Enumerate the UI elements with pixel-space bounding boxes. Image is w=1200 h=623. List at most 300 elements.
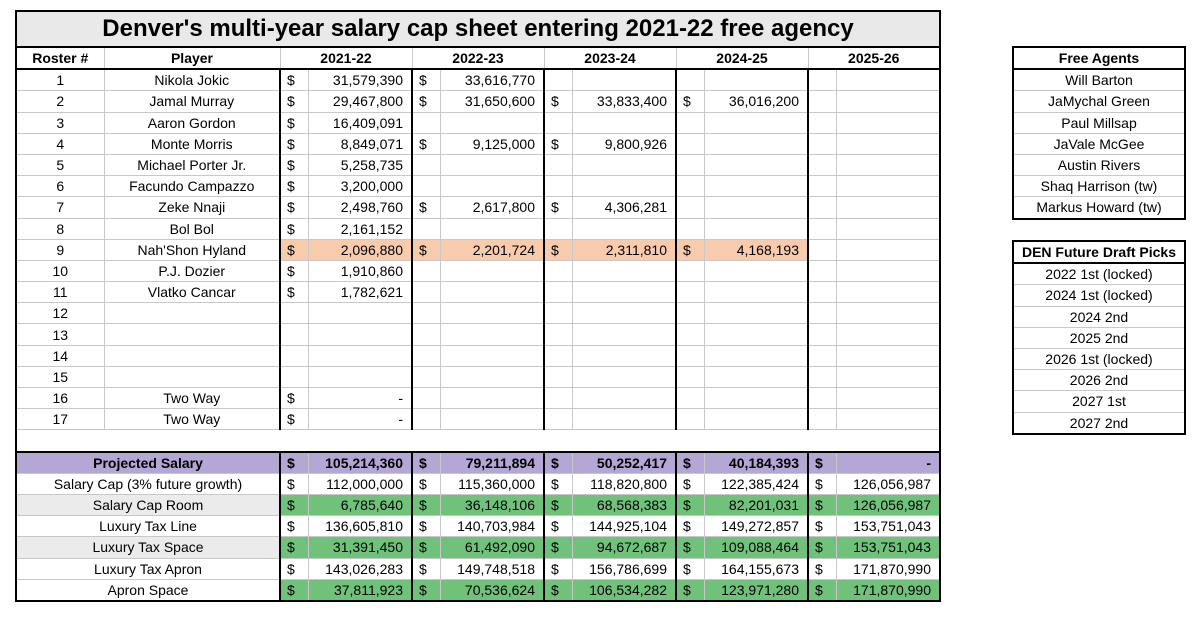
dollar-sign: $ xyxy=(808,558,836,579)
header-player: Player xyxy=(104,47,280,69)
dollar-sign: $ xyxy=(412,473,440,494)
player-name: Nikola Jokic xyxy=(104,69,280,91)
summary-value: 171,870,990 xyxy=(836,579,940,601)
dollar-sign: $ xyxy=(280,579,308,601)
dollar-sign: $ xyxy=(808,516,836,537)
roster-row xyxy=(16,324,940,345)
salary-cell: 9,125,000 xyxy=(440,133,544,154)
roster-number: 16 xyxy=(16,388,104,409)
dollar-sign xyxy=(808,239,836,260)
header-2023-24: 2023-24 xyxy=(544,47,676,69)
salary-cell: 29,467,800 xyxy=(308,91,412,112)
salary-cell: 2,096,880 xyxy=(308,239,412,260)
dollar-sign: $ xyxy=(280,516,308,537)
dollar-sign xyxy=(676,324,704,345)
dollar-sign xyxy=(544,176,572,197)
header-2022-23: 2022-23 xyxy=(412,47,544,69)
salary-cell xyxy=(836,133,940,154)
draft-pick-label: 2027 1st xyxy=(1013,391,1185,412)
summary-value: 50,252,417 xyxy=(572,452,676,474)
dollar-sign: $ xyxy=(808,494,836,515)
dollar-sign xyxy=(808,282,836,303)
roster-number: 15 xyxy=(16,366,104,387)
free-agent-row xyxy=(1013,91,1185,112)
draft-pick-row xyxy=(1013,263,1185,285)
salary-cell xyxy=(836,345,940,366)
salary-cell xyxy=(572,366,676,387)
salary-cell xyxy=(704,409,808,430)
dollar-sign xyxy=(808,133,836,154)
roster-row xyxy=(16,197,940,218)
salary-cell xyxy=(836,197,940,218)
salary-cell: 16,409,091 xyxy=(308,112,412,133)
dollar-sign xyxy=(544,409,572,430)
salary-cell xyxy=(440,388,544,409)
dollar-sign: $ xyxy=(676,537,704,558)
draft-pick-row xyxy=(1013,391,1185,412)
salary-cell xyxy=(836,176,940,197)
dollar-sign xyxy=(544,366,572,387)
dollar-sign: $ xyxy=(280,388,308,409)
dollar-sign xyxy=(676,176,704,197)
dollar-sign xyxy=(412,218,440,239)
salary-cell xyxy=(440,345,544,366)
summary-value: 123,971,280 xyxy=(704,579,808,601)
roster-number: 8 xyxy=(16,218,104,239)
roster-number: 2 xyxy=(16,91,104,112)
dollar-sign: $ xyxy=(412,579,440,601)
player-name xyxy=(104,324,280,345)
salary-cell xyxy=(704,345,808,366)
dollar-sign: $ xyxy=(544,197,572,218)
dollar-sign: $ xyxy=(544,537,572,558)
salary-cell xyxy=(572,176,676,197)
roster-row xyxy=(16,133,940,154)
cap-table xyxy=(15,10,941,602)
salary-cell xyxy=(836,91,940,112)
dollar-sign: $ xyxy=(544,452,572,474)
free-agent-name: Markus Howard (tw) xyxy=(1013,197,1185,219)
free-agent-row xyxy=(1013,154,1185,175)
summary-value: 106,534,282 xyxy=(572,579,676,601)
dollar-sign: $ xyxy=(280,154,308,175)
dollar-sign xyxy=(544,112,572,133)
summary-row xyxy=(16,516,940,537)
dollar-sign xyxy=(808,176,836,197)
salary-cell xyxy=(704,260,808,281)
free-agent-row xyxy=(1013,69,1185,91)
summary-label: Salary Cap (3% future growth) xyxy=(16,473,280,494)
spacer-cell xyxy=(16,430,940,452)
player-name: Facundo Campazzo xyxy=(104,176,280,197)
dollar-sign: $ xyxy=(808,473,836,494)
roster-number: 17 xyxy=(16,409,104,430)
dollar-sign xyxy=(544,260,572,281)
draft-pick-row xyxy=(1013,285,1185,306)
draft-pick-row xyxy=(1013,348,1185,369)
summary-value: 144,925,104 xyxy=(572,516,676,537)
salary-cell xyxy=(572,260,676,281)
dollar-sign xyxy=(676,112,704,133)
dollar-sign xyxy=(808,218,836,239)
summary-row xyxy=(16,494,940,515)
header-2024-25: 2024-25 xyxy=(676,47,808,69)
salary-cell: 2,311,810 xyxy=(572,239,676,260)
roster-number: 1 xyxy=(16,69,104,91)
summary-value: 61,492,090 xyxy=(440,537,544,558)
dollar-sign: $ xyxy=(412,239,440,260)
draft-picks-title: DEN Future Draft Picks xyxy=(1013,241,1185,263)
roster-number: 3 xyxy=(16,112,104,133)
player-name: Michael Porter Jr. xyxy=(104,154,280,175)
dollar-sign xyxy=(808,366,836,387)
summary-value: 115,360,000 xyxy=(440,473,544,494)
dollar-sign: $ xyxy=(280,239,308,260)
salary-cell xyxy=(572,324,676,345)
salary-cell xyxy=(704,324,808,345)
draft-pick-label: 2027 2nd xyxy=(1013,412,1185,434)
dollar-sign xyxy=(808,388,836,409)
dollar-sign: $ xyxy=(280,218,308,239)
salary-cell xyxy=(572,218,676,239)
dollar-sign xyxy=(412,345,440,366)
dollar-sign: $ xyxy=(544,239,572,260)
salary-cell xyxy=(704,69,808,91)
free-agents-panel xyxy=(1012,46,1186,220)
salary-cell xyxy=(308,324,412,345)
salary-cell: 4,306,281 xyxy=(572,197,676,218)
player-name xyxy=(104,303,280,324)
summary-value: 126,056,987 xyxy=(836,494,940,515)
draft-pick-label: 2026 2nd xyxy=(1013,370,1185,391)
summary-value: 68,568,383 xyxy=(572,494,676,515)
roster-row xyxy=(16,388,940,409)
roster-row xyxy=(16,91,940,112)
salary-cell xyxy=(308,303,412,324)
header-roster: Roster # xyxy=(16,47,104,69)
dollar-sign xyxy=(544,218,572,239)
salary-cell xyxy=(440,260,544,281)
summary-row xyxy=(16,473,940,494)
dollar-sign xyxy=(544,69,572,91)
dollar-sign: $ xyxy=(808,579,836,601)
summary-label: Luxury Tax Line xyxy=(16,516,280,537)
dollar-sign: $ xyxy=(544,133,572,154)
player-name: Aaron Gordon xyxy=(104,112,280,133)
dollar-sign: $ xyxy=(676,494,704,515)
dollar-sign: $ xyxy=(808,452,836,474)
summary-value: 36,148,106 xyxy=(440,494,544,515)
draft-pick-row xyxy=(1013,306,1185,327)
salary-cell xyxy=(836,366,940,387)
salary-cell xyxy=(440,303,544,324)
salary-cell xyxy=(836,239,940,260)
player-name: Vlatko Cancar xyxy=(104,282,280,303)
salary-cell xyxy=(572,409,676,430)
summary-value: 37,811,923 xyxy=(308,579,412,601)
free-agents-title: Free Agents xyxy=(1013,47,1185,69)
salary-cell xyxy=(440,176,544,197)
free-agent-name: JaMychal Green xyxy=(1013,91,1185,112)
dollar-sign: $ xyxy=(280,91,308,112)
free-agent-row xyxy=(1013,176,1185,197)
roster-row xyxy=(16,218,940,239)
draft-pick-label: 2026 1st (locked) xyxy=(1013,348,1185,369)
salary-cell xyxy=(704,197,808,218)
dollar-sign xyxy=(808,324,836,345)
salary-cell xyxy=(704,112,808,133)
salary-cell: 8,849,071 xyxy=(308,133,412,154)
salary-cell: 2,617,800 xyxy=(440,197,544,218)
draft-picks-panel xyxy=(1012,240,1186,435)
dollar-sign: $ xyxy=(412,197,440,218)
dollar-sign: $ xyxy=(280,494,308,515)
dollar-sign xyxy=(412,303,440,324)
dollar-sign: $ xyxy=(280,176,308,197)
salary-cell xyxy=(704,282,808,303)
salary-cell xyxy=(836,388,940,409)
dollar-sign xyxy=(808,345,836,366)
roster-number: 5 xyxy=(16,154,104,175)
dollar-sign xyxy=(808,91,836,112)
salary-cell xyxy=(440,218,544,239)
salary-cell: 2,161,152 xyxy=(308,218,412,239)
salary-cell xyxy=(836,69,940,91)
summary-value: 149,272,857 xyxy=(704,516,808,537)
dollar-sign: $ xyxy=(280,260,308,281)
player-name: Two Way xyxy=(104,388,280,409)
dollar-sign: $ xyxy=(544,558,572,579)
player-name: P.J. Dozier xyxy=(104,260,280,281)
salary-cell: 2,498,760 xyxy=(308,197,412,218)
summary-value: 94,672,687 xyxy=(572,537,676,558)
dollar-sign: $ xyxy=(676,516,704,537)
dollar-sign xyxy=(676,218,704,239)
dollar-sign: $ xyxy=(676,452,704,474)
roster-row xyxy=(16,176,940,197)
salary-cap-sheet xyxy=(15,10,941,602)
roster-row xyxy=(16,366,940,387)
dollar-sign xyxy=(676,409,704,430)
dollar-sign: $ xyxy=(412,494,440,515)
dollar-sign xyxy=(676,282,704,303)
dollar-sign: $ xyxy=(412,558,440,579)
dollar-sign: $ xyxy=(676,239,704,260)
dollar-sign: $ xyxy=(280,112,308,133)
summary-value: - xyxy=(836,452,940,474)
salary-cell: 4,168,193 xyxy=(704,239,808,260)
salary-cell xyxy=(704,133,808,154)
salary-cell xyxy=(836,303,940,324)
salary-cell xyxy=(440,366,544,387)
salary-cell: 36,016,200 xyxy=(704,91,808,112)
summary-value: 105,214,360 xyxy=(308,452,412,474)
dollar-sign xyxy=(808,303,836,324)
summary-value: 153,751,043 xyxy=(836,516,940,537)
roster-number: 9 xyxy=(16,239,104,260)
dollar-sign xyxy=(412,409,440,430)
salary-cell xyxy=(572,282,676,303)
dollar-sign xyxy=(676,260,704,281)
salary-cell: 31,579,390 xyxy=(308,69,412,91)
player-name xyxy=(104,345,280,366)
dollar-sign: $ xyxy=(280,409,308,430)
dollar-sign xyxy=(808,112,836,133)
player-name: Jamal Murray xyxy=(104,91,280,112)
summary-value: 143,026,283 xyxy=(308,558,412,579)
dollar-sign: $ xyxy=(280,473,308,494)
salary-cell xyxy=(836,260,940,281)
free-agent-row xyxy=(1013,133,1185,154)
dollar-sign: $ xyxy=(676,473,704,494)
dollar-sign: $ xyxy=(676,579,704,601)
salary-cell xyxy=(572,112,676,133)
dollar-sign xyxy=(412,154,440,175)
dollar-sign xyxy=(544,388,572,409)
salary-cell xyxy=(836,154,940,175)
dollar-sign xyxy=(280,324,308,345)
dollar-sign xyxy=(676,303,704,324)
salary-cell xyxy=(704,154,808,175)
sheet-title: Denver's multi-year salary cap sheet entering 2021-22 free agency xyxy=(16,11,940,47)
dollar-sign: $ xyxy=(280,558,308,579)
free-agent-name: Paul Millsap xyxy=(1013,112,1185,133)
salary-cell xyxy=(440,409,544,430)
roster-row xyxy=(16,409,940,430)
salary-cell: 5,258,735 xyxy=(308,154,412,175)
free-agent-name: JaVale McGee xyxy=(1013,133,1185,154)
salary-cell: 2,201,724 xyxy=(440,239,544,260)
salary-cell xyxy=(572,345,676,366)
salary-cell: 33,833,400 xyxy=(572,91,676,112)
player-name: Monte Morris xyxy=(104,133,280,154)
dollar-sign: $ xyxy=(412,516,440,537)
roster-row xyxy=(16,239,940,260)
dollar-sign xyxy=(412,388,440,409)
summary-value: 149,748,518 xyxy=(440,558,544,579)
summary-value: 126,056,987 xyxy=(836,473,940,494)
summary-value: 136,605,810 xyxy=(308,516,412,537)
dollar-sign: $ xyxy=(544,579,572,601)
salary-cell xyxy=(704,303,808,324)
dollar-sign xyxy=(412,176,440,197)
draft-pick-label: 2024 1st (locked) xyxy=(1013,285,1185,306)
salary-cell xyxy=(440,154,544,175)
dollar-sign: $ xyxy=(280,282,308,303)
free-agent-row xyxy=(1013,197,1185,219)
summary-value: 31,391,450 xyxy=(308,537,412,558)
salary-cell: 9,800,926 xyxy=(572,133,676,154)
summary-value: 140,703,984 xyxy=(440,516,544,537)
roster-number: 14 xyxy=(16,345,104,366)
spacer-row xyxy=(16,430,940,452)
draft-pick-label: 2025 2nd xyxy=(1013,327,1185,348)
free-agent-name: Shaq Harrison (tw) xyxy=(1013,176,1185,197)
draft-pick-row xyxy=(1013,412,1185,434)
roster-number: 11 xyxy=(16,282,104,303)
salary-cell xyxy=(440,324,544,345)
dollar-sign xyxy=(544,345,572,366)
dollar-sign xyxy=(808,197,836,218)
dollar-sign: $ xyxy=(544,516,572,537)
summary-value: 70,536,624 xyxy=(440,579,544,601)
dollar-sign: $ xyxy=(280,133,308,154)
roster-number: 4 xyxy=(16,133,104,154)
summary-value: 6,785,640 xyxy=(308,494,412,515)
salary-cell xyxy=(704,176,808,197)
salary-cell xyxy=(308,366,412,387)
summary-value: 109,088,464 xyxy=(704,537,808,558)
dollar-sign xyxy=(280,366,308,387)
dollar-sign: $ xyxy=(676,558,704,579)
dollar-sign: $ xyxy=(544,91,572,112)
salary-cell: 3,200,000 xyxy=(308,176,412,197)
dollar-sign xyxy=(676,154,704,175)
summary-value: 40,184,393 xyxy=(704,452,808,474)
player-name: Bol Bol xyxy=(104,218,280,239)
dollar-sign: $ xyxy=(280,452,308,474)
dollar-sign xyxy=(280,303,308,324)
salary-cell xyxy=(308,345,412,366)
roster-row xyxy=(16,154,940,175)
player-name: Nah'Shon Hyland xyxy=(104,239,280,260)
free-agent-name: Will Barton xyxy=(1013,69,1185,91)
roster-row xyxy=(16,260,940,281)
header-row xyxy=(16,47,940,69)
salary-cell xyxy=(836,112,940,133)
salary-cell xyxy=(704,366,808,387)
summary-value: 153,751,043 xyxy=(836,537,940,558)
dollar-sign xyxy=(544,154,572,175)
roster-row xyxy=(16,282,940,303)
salary-cell xyxy=(572,154,676,175)
dollar-sign: $ xyxy=(412,452,440,474)
salary-cell: 1,782,621 xyxy=(308,282,412,303)
dollar-sign xyxy=(808,409,836,430)
header-2025-26: 2025-26 xyxy=(808,47,940,69)
salary-cell xyxy=(836,324,940,345)
summary-label: Luxury Tax Space xyxy=(16,537,280,558)
summary-label: Apron Space xyxy=(16,579,280,601)
salary-cell xyxy=(440,282,544,303)
dollar-sign xyxy=(412,282,440,303)
summary-value: 82,201,031 xyxy=(704,494,808,515)
dollar-sign xyxy=(412,366,440,387)
dollar-sign: $ xyxy=(412,91,440,112)
dollar-sign: $ xyxy=(676,91,704,112)
summary-value: 118,820,800 xyxy=(572,473,676,494)
draft-pick-row xyxy=(1013,327,1185,348)
dollar-sign xyxy=(544,303,572,324)
summary-label: Salary Cap Room xyxy=(16,494,280,515)
roster-number: 7 xyxy=(16,197,104,218)
salary-cell: 1,910,860 xyxy=(308,260,412,281)
dollar-sign xyxy=(676,133,704,154)
dollar-sign: $ xyxy=(412,537,440,558)
salary-cell xyxy=(836,282,940,303)
dollar-sign xyxy=(412,260,440,281)
dollar-sign xyxy=(676,197,704,218)
dollar-sign: $ xyxy=(412,133,440,154)
dollar-sign xyxy=(676,69,704,91)
salary-cell xyxy=(572,388,676,409)
summary-row xyxy=(16,558,940,579)
salary-cell xyxy=(836,409,940,430)
dollar-sign xyxy=(412,324,440,345)
dollar-sign: $ xyxy=(280,69,308,91)
dollar-sign xyxy=(676,345,704,366)
salary-cell xyxy=(572,303,676,324)
